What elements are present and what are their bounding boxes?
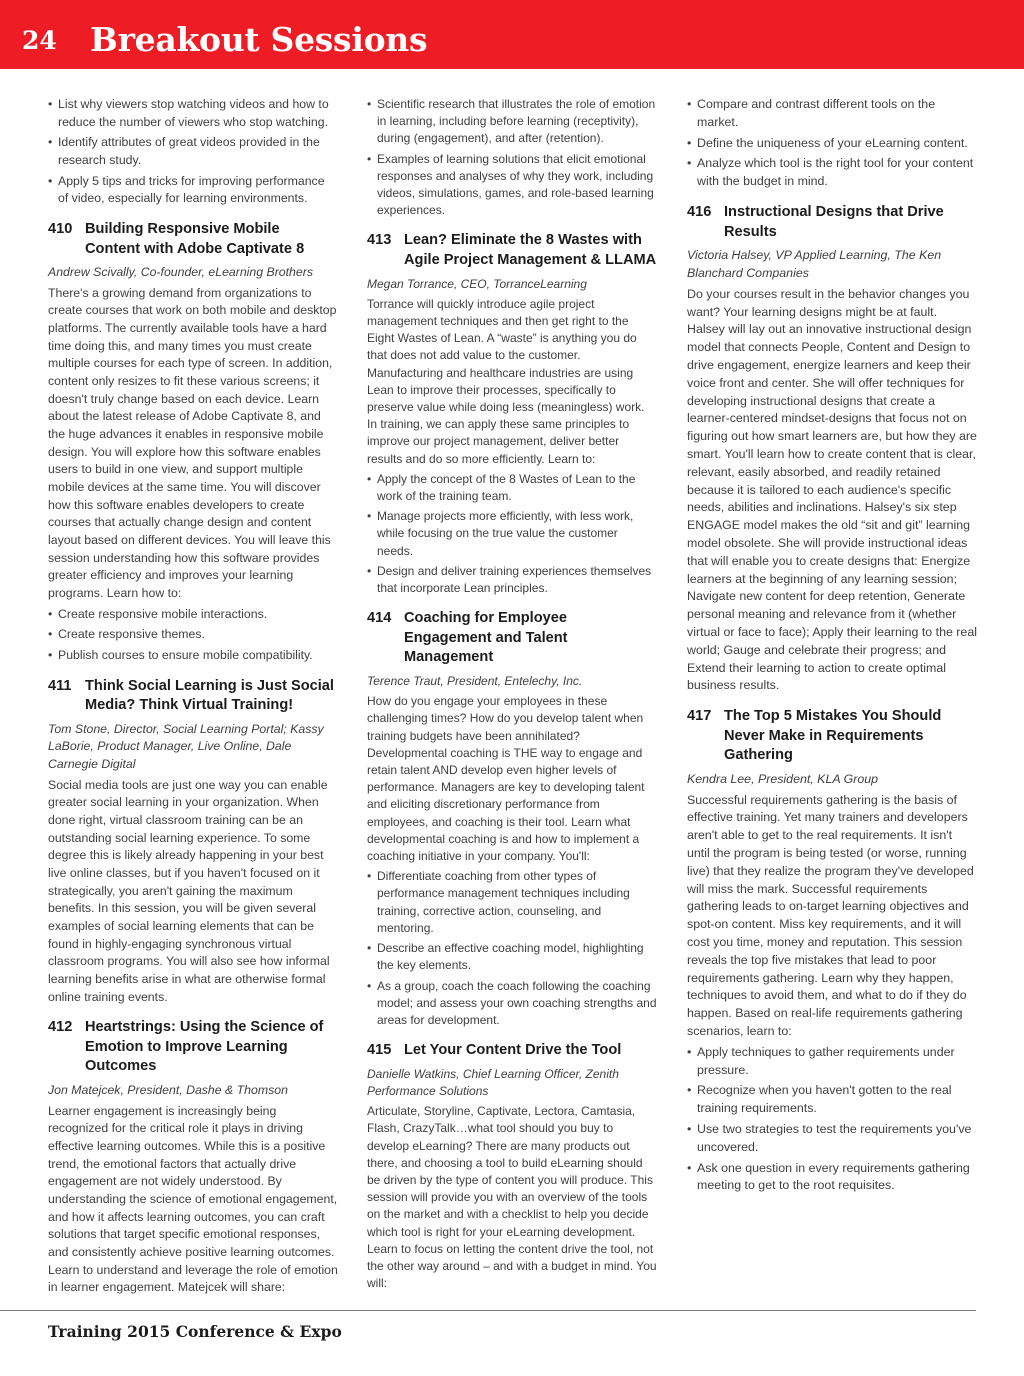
session-heading bbox=[367, 231, 657, 270]
session-speaker: Megan Torrance, CEO, TorranceLearning bbox=[367, 276, 587, 291]
session-speaker: Andrew Scivally, Co-founder, eLearning Brothers bbox=[48, 265, 313, 280]
session-description: Social media tools are just one way you can enable greater social learning in your organization. When done right, virtual classroom training can be an outstanding social learning experience. To some degree this is likely already happening in your best live online classes, but if you haven't focused on it strategically, you aren't gaining the maximum benefits. In this session, you will be given several examples of social learning elements that can be found in highly-engaging synchronous virtual classroom programs. You will also see how informal learning benefits arise in what are otherwise formal online training events. bbox=[48, 777, 330, 1004]
intro-bullets bbox=[367, 96, 657, 219]
session-description: Articulate, Storyline, Captivate, Lectora, Camtasia, Flash, CrazyTalk…what tool should you buy to develop eLearning? There are many products out there, and choosing a tool to build eLearning should be driven by the type of content you will produce. This session will provide you with an overview of the tools on the market and with a checklist to help you decide which tool is right for your eLearning development. Learn to focus on letting the content drive the tool, not the other way around – and with a budget in mind. You will: bbox=[367, 1104, 657, 1291]
session-description: There's a growing demand from organizations to create courses that work on both mobile and desktop platforms. The currently available tools have a hard time doing this, and many times you must create multiple courses for each type of screen. In addition, content only resizes to fit these various screens; it doesn't truly change based on each device. Learn about the latest release of Adobe Captivate 8, and the huge advances it enables in responsive mobile design. You will explore how this software enables users to build in one view, and support multiple mobile devices at the same time. You will discover how this software enables developers to create courses that actually change design and content layout based on different devices. You will leave this session understanding how this software provides greater efficiency and improves your learning programs. Learn how to: bbox=[48, 285, 337, 600]
session-bullets bbox=[367, 471, 657, 597]
bullet-item: • Publish courses to ensure mobile compatibility. bbox=[48, 647, 338, 665]
session-heading bbox=[367, 609, 657, 668]
bullet-item: • Create responsive mobile interactions. bbox=[48, 606, 338, 624]
bullet-item: • List why viewers stop watching videos and how to reduce the number of viewers who stop watching. bbox=[48, 96, 338, 131]
bullet-item: • Describe an effective coaching model, highlighting the key elements. bbox=[367, 940, 657, 974]
bullet-item: • Scientific research that illustrates the role of emotion in learning, including before learning (receptivity), during (engagement), and after (retention). bbox=[367, 96, 657, 148]
bullet-item: • Manage projects more efficiently, with less work, while focusing on the true value the customer needs. bbox=[367, 508, 657, 560]
session-title: The Top 5 Mistakes You Should Never Make in Requirements Gathering bbox=[724, 708, 942, 764]
bullet-item: • As a group, coach the coach following the coaching model; and assess your own coaching strengths and areas for development. bbox=[367, 978, 657, 1030]
session-417 bbox=[687, 707, 977, 1195]
session-heading bbox=[367, 1041, 657, 1061]
bullet-item: • Differentiate coaching from other types of performance management techniques including training, corrective action, counseling, and mentoring. bbox=[367, 868, 657, 937]
intro-bullets bbox=[687, 96, 977, 191]
bullet-item: • Use two strategies to test the requirements you've uncovered. bbox=[687, 1121, 977, 1157]
session-number: 412 bbox=[48, 1019, 73, 1036]
bullet-item: • Examples of learning solutions that elicit emotional responses and analyses of why they work, including videos, simulations, games, and role-based learning experiences. bbox=[367, 151, 657, 220]
session-speaker: Kendra Lee, President, KLA Group bbox=[687, 771, 879, 786]
session-416 bbox=[687, 203, 977, 695]
bullet-item: • Identify attributes of great videos provided in the research study. bbox=[48, 134, 338, 169]
session-number: 413 bbox=[367, 232, 392, 249]
session-number: 411 bbox=[48, 677, 72, 694]
session-number: 414 bbox=[367, 610, 392, 627]
bullet-item: • Apply the concept of the 8 Wastes of Lean to the work of the training team. bbox=[367, 471, 657, 505]
session-number: 417 bbox=[687, 708, 712, 725]
session-description: Do your courses result in the behavior changes you want? Your learning designs might be at fault. Halsey will lay out an innovative instructional design model that connects People, Content and Design to drive engagement, energize learners and keep their voice front and center. She will offer techniques for developing instructional designs that create a learner-centered mindset-designs that focus not on figuring out how smart learners are, but how they are smart. You'll learn how to create content that is clear, relevant, easily absorbed, and readily retained because it is tailored to each audience's specific needs, abilities and inclinations. Halsey's six step ENGAGE model makes the old “sit and git” learning model obsolete. She will provide instructional ideas that will enable you to create designs that: Energize learners at the beginning of any learning session; Navigate new content for deep retention, Generate personal meaning and relevance from it (whether virtual or face to face); Apply their learning to the real world; Gauge and celebrate their progress; and Extend their learning to action to create optimal business results. bbox=[687, 286, 977, 693]
bullet-item: • Apply techniques to gather requirements under pressure. bbox=[687, 1044, 977, 1080]
bullet-item: • Define the uniqueness of your eLearning content. bbox=[687, 135, 977, 153]
session-415 bbox=[367, 1041, 657, 1292]
column-3 bbox=[687, 96, 977, 1198]
bullet-item: • Design and deliver training experiences themselves that incorporate Lean principles. bbox=[367, 563, 657, 597]
bullet-item: • Compare and contrast different tools on the market. bbox=[687, 96, 977, 132]
session-number: 415 bbox=[367, 1042, 392, 1059]
session-speaker: Tom Stone, Director, Social Learning Portal; Kassy LaBorie, Product Manager, Live Online, Dale Carnegie Digital bbox=[48, 721, 324, 772]
session-description: How do you engage your employees in these challenging times? How do you develop talent when training budgets have been annihilated? Developmental coaching is THE way to engage and retain talent AND develop even higher levels of performance. Managers are key to developing talent and eliciting discretionary performance from employees, and coaching is their tool. Learn what developmental coaching is and how to implement a coaching initiative in your company. You'll: bbox=[367, 694, 645, 864]
session-bullets bbox=[48, 606, 338, 665]
session-title: Instructional Designs that Drive Results bbox=[724, 203, 944, 240]
session-413 bbox=[367, 231, 657, 597]
intro-bullets bbox=[48, 96, 338, 208]
bullet-item: • Apply 5 tips and tricks for improving performance of video, especially for learning environments. bbox=[48, 173, 338, 208]
session-410 bbox=[48, 220, 338, 665]
session-title: Think Social Learning is Just Social Media? Think Virtual Training! bbox=[85, 677, 334, 714]
session-heading bbox=[687, 707, 977, 766]
session-411 bbox=[48, 677, 338, 1007]
session-title: Coaching for Employee Engagement and Talent Management bbox=[404, 610, 568, 666]
footer-divider bbox=[0, 1310, 976, 1311]
session-speaker: Jon Matejcek, President, Dashe & Thomson bbox=[48, 1083, 288, 1098]
page-number: 24 bbox=[22, 26, 57, 55]
session-bullets bbox=[687, 1044, 977, 1195]
session-title: Lean? Eliminate the 8 Wastes with Agile Project Management & LLAMA bbox=[404, 232, 657, 269]
session-414 bbox=[367, 609, 657, 1029]
footer-title: Training 2015 Conference & Expo bbox=[48, 1322, 342, 1341]
session-speaker: Victoria Halsey, VP Applied Learning, The Ken Blanchard Companies bbox=[687, 248, 942, 280]
session-title: Heartstrings: Using the Science of Emotion to Improve Learning Outcomes bbox=[85, 1019, 324, 1075]
session-heading bbox=[687, 203, 977, 242]
session-number: 416 bbox=[687, 203, 712, 220]
bullet-item: • Recognize when you haven't gotten to the real training requirements. bbox=[687, 1082, 977, 1118]
session-heading bbox=[48, 220, 338, 259]
session-number: 410 bbox=[48, 220, 73, 237]
column-2 bbox=[367, 96, 657, 1295]
session-speaker: Danielle Watkins, Chief Learning Officer, Zenith Performance Solutions bbox=[367, 1066, 619, 1098]
page-header bbox=[0, 0, 1024, 69]
session-description: Learner engagement is increasingly being recognized for the critical role it plays in driving effective learning outcomes. While this is a positive trend, the emotional factors that actually drive engagement are not widely understood. By understanding the science of emotional engagement, and how it affects learning outcomes, you can craft solutions that target specific emotional responses, and consistently achieve positive learning outcomes. Learn to understand and leverage the role of emotion in learner engagement. Matejcek will share: bbox=[48, 1103, 338, 1295]
session-412 bbox=[48, 1018, 338, 1297]
bullet-item: • Analyze which tool is the right tool for your content with the budget in mind. bbox=[687, 155, 977, 191]
session-description: Torrance will quickly introduce agile project management techniques and then get right to the Eight Wastes of Lean. A “waste” is anything you do that does not add value to the customer. Manufacturing and healthcare industries are using Lean to improve their processes, specifically to preserve value while doing less (meaningless) work. In training, we can apply these same principles to improve our project management, deliver better results and do so more efficiently. Learn to: bbox=[367, 296, 645, 466]
session-speaker: Terence Traut, President, Entelechy, Inc. bbox=[367, 674, 583, 689]
page-title: Breakout Sessions bbox=[90, 20, 428, 59]
session-title: Let Your Content Drive the Tool bbox=[404, 1042, 622, 1059]
session-description: Successful requirements gathering is the basis of effective training. Yet many trainers and developers aren't able to get to the real requirements. It isn't until the program is being tested (or worse, running live) that they realize the program they've developed will miss the mark. Successful requirements gathering leads to on-target learning objectives and spot-on content. Miss key requirements, and it will cost you time, money and reputation. This session reveals the top five mistakes that lead to poor requirements gathering. Learn why they happen, techniques to avoid them, and what to do if they do happen. Based on real-life requirements gathering scenarios, learn to: bbox=[687, 792, 974, 1039]
session-heading bbox=[48, 1018, 338, 1077]
bullet-item: • Ask one question in every requirements gathering meeting to get to the root requisites. bbox=[687, 1160, 977, 1196]
session-heading bbox=[48, 677, 338, 716]
column-1 bbox=[48, 96, 338, 1300]
session-title: Building Responsive Mobile Content with Adobe Captivate 8 bbox=[85, 220, 305, 257]
session-bullets bbox=[367, 868, 657, 1029]
bullet-item: • Create responsive themes. bbox=[48, 626, 338, 644]
